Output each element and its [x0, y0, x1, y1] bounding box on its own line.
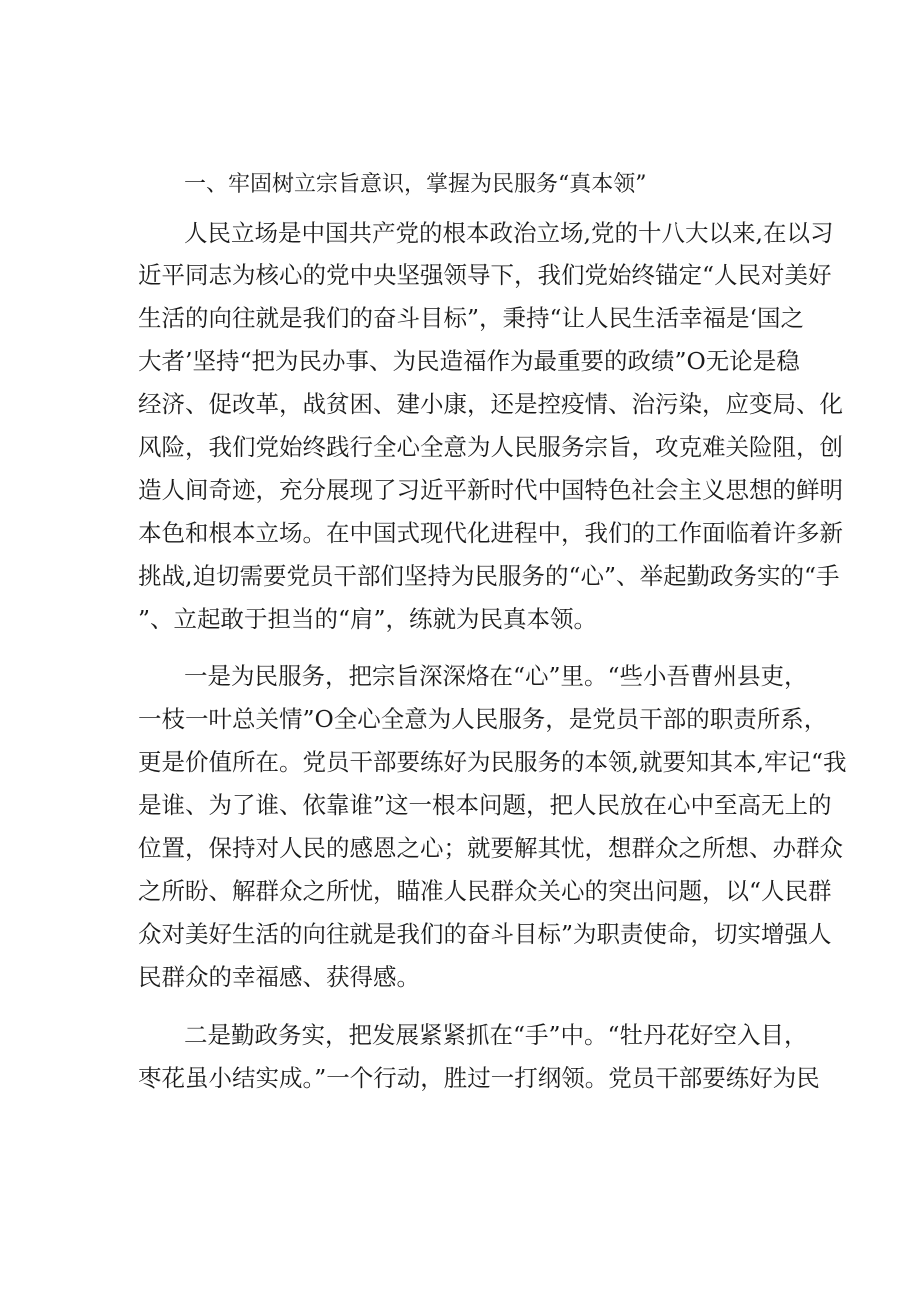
paragraph-line: 更是价值所在。党员干部要练好为民服务的本领,就要知其本,牢记“我	[138, 748, 847, 776]
paragraph-line: 近平同志为核心的党中央坚强领导下，我们党始终锚定“人民对美好	[138, 261, 832, 289]
paragraph-line: 是谁、为了谁、依靠谁”这一根本问题，把人民放在心中至高无上的	[138, 791, 832, 819]
paragraph-line: 大者’坚持“把为民办事、为民造福作为最重要的政绩”O无论是稳	[138, 347, 800, 375]
paragraph-line: 二是勤政务实，把发展紧紧抓在“手”中。“牡丹花好空入目，	[184, 1021, 808, 1049]
paragraph-line: 人民立场是中国共产党的根本政治立场,党的十八大以来,在以习	[184, 219, 834, 247]
paragraph-line: 之所盼、解群众之所忧，瞄准人民群众关心的突出问题，以“人民群	[138, 877, 832, 905]
paragraph-line: 位置，保持对人民的感恩之心；就要解其忧，想群众之所想、办群众	[138, 834, 843, 862]
paragraph-line: 民群众的幸福感、获得感。	[138, 963, 420, 991]
paragraph-line: 一枝一叶总关情”O全心全意为人民服务，是党员干部的职责所系，	[138, 705, 828, 733]
paragraph-line: 一是为民服务，把宗旨深深烙在“心”里。“些小吾曹州县吏，	[184, 662, 808, 690]
paragraph-line: 枣花虽小结实成。”一个行动，胜过一打纲领。党员干部要练好为民	[138, 1064, 820, 1092]
paragraph-line: 经济、促改革，战贫困、建小康，还是控疫情、治污染，应变局、化	[138, 390, 843, 418]
paragraph-line: 造人间奇迹，充分展现了习近平新时代中国特色社会主义思想的鲜明	[138, 476, 843, 504]
paragraph-line: 生活的向往就是我们的奋斗目标”，秉持“让人民生活幸福是‘国之	[138, 304, 804, 332]
paragraph-line: ”、立起敢于担当的“肩”，练就为民真本领。	[138, 605, 598, 633]
paragraph-line: 本色和根本立场。在中国式现代化进程中，我们的工作面临着许多新	[138, 519, 843, 547]
section-heading: 一、牢固树立宗旨意识，掌握为民服务“真本领”	[184, 172, 647, 197]
paragraph-line: 风险，我们党始终践行全心全意为人民服务宗旨，攻克难关险阻，创	[138, 433, 843, 461]
paragraph-line: 众对美好生活的向往就是我们的奋斗目标”为职责使命，切实增强人	[138, 920, 832, 948]
paragraph-line: 挑战,迫切需要党员干部们坚持为民服务的“心”、举起勤政务实的“手	[138, 562, 840, 590]
